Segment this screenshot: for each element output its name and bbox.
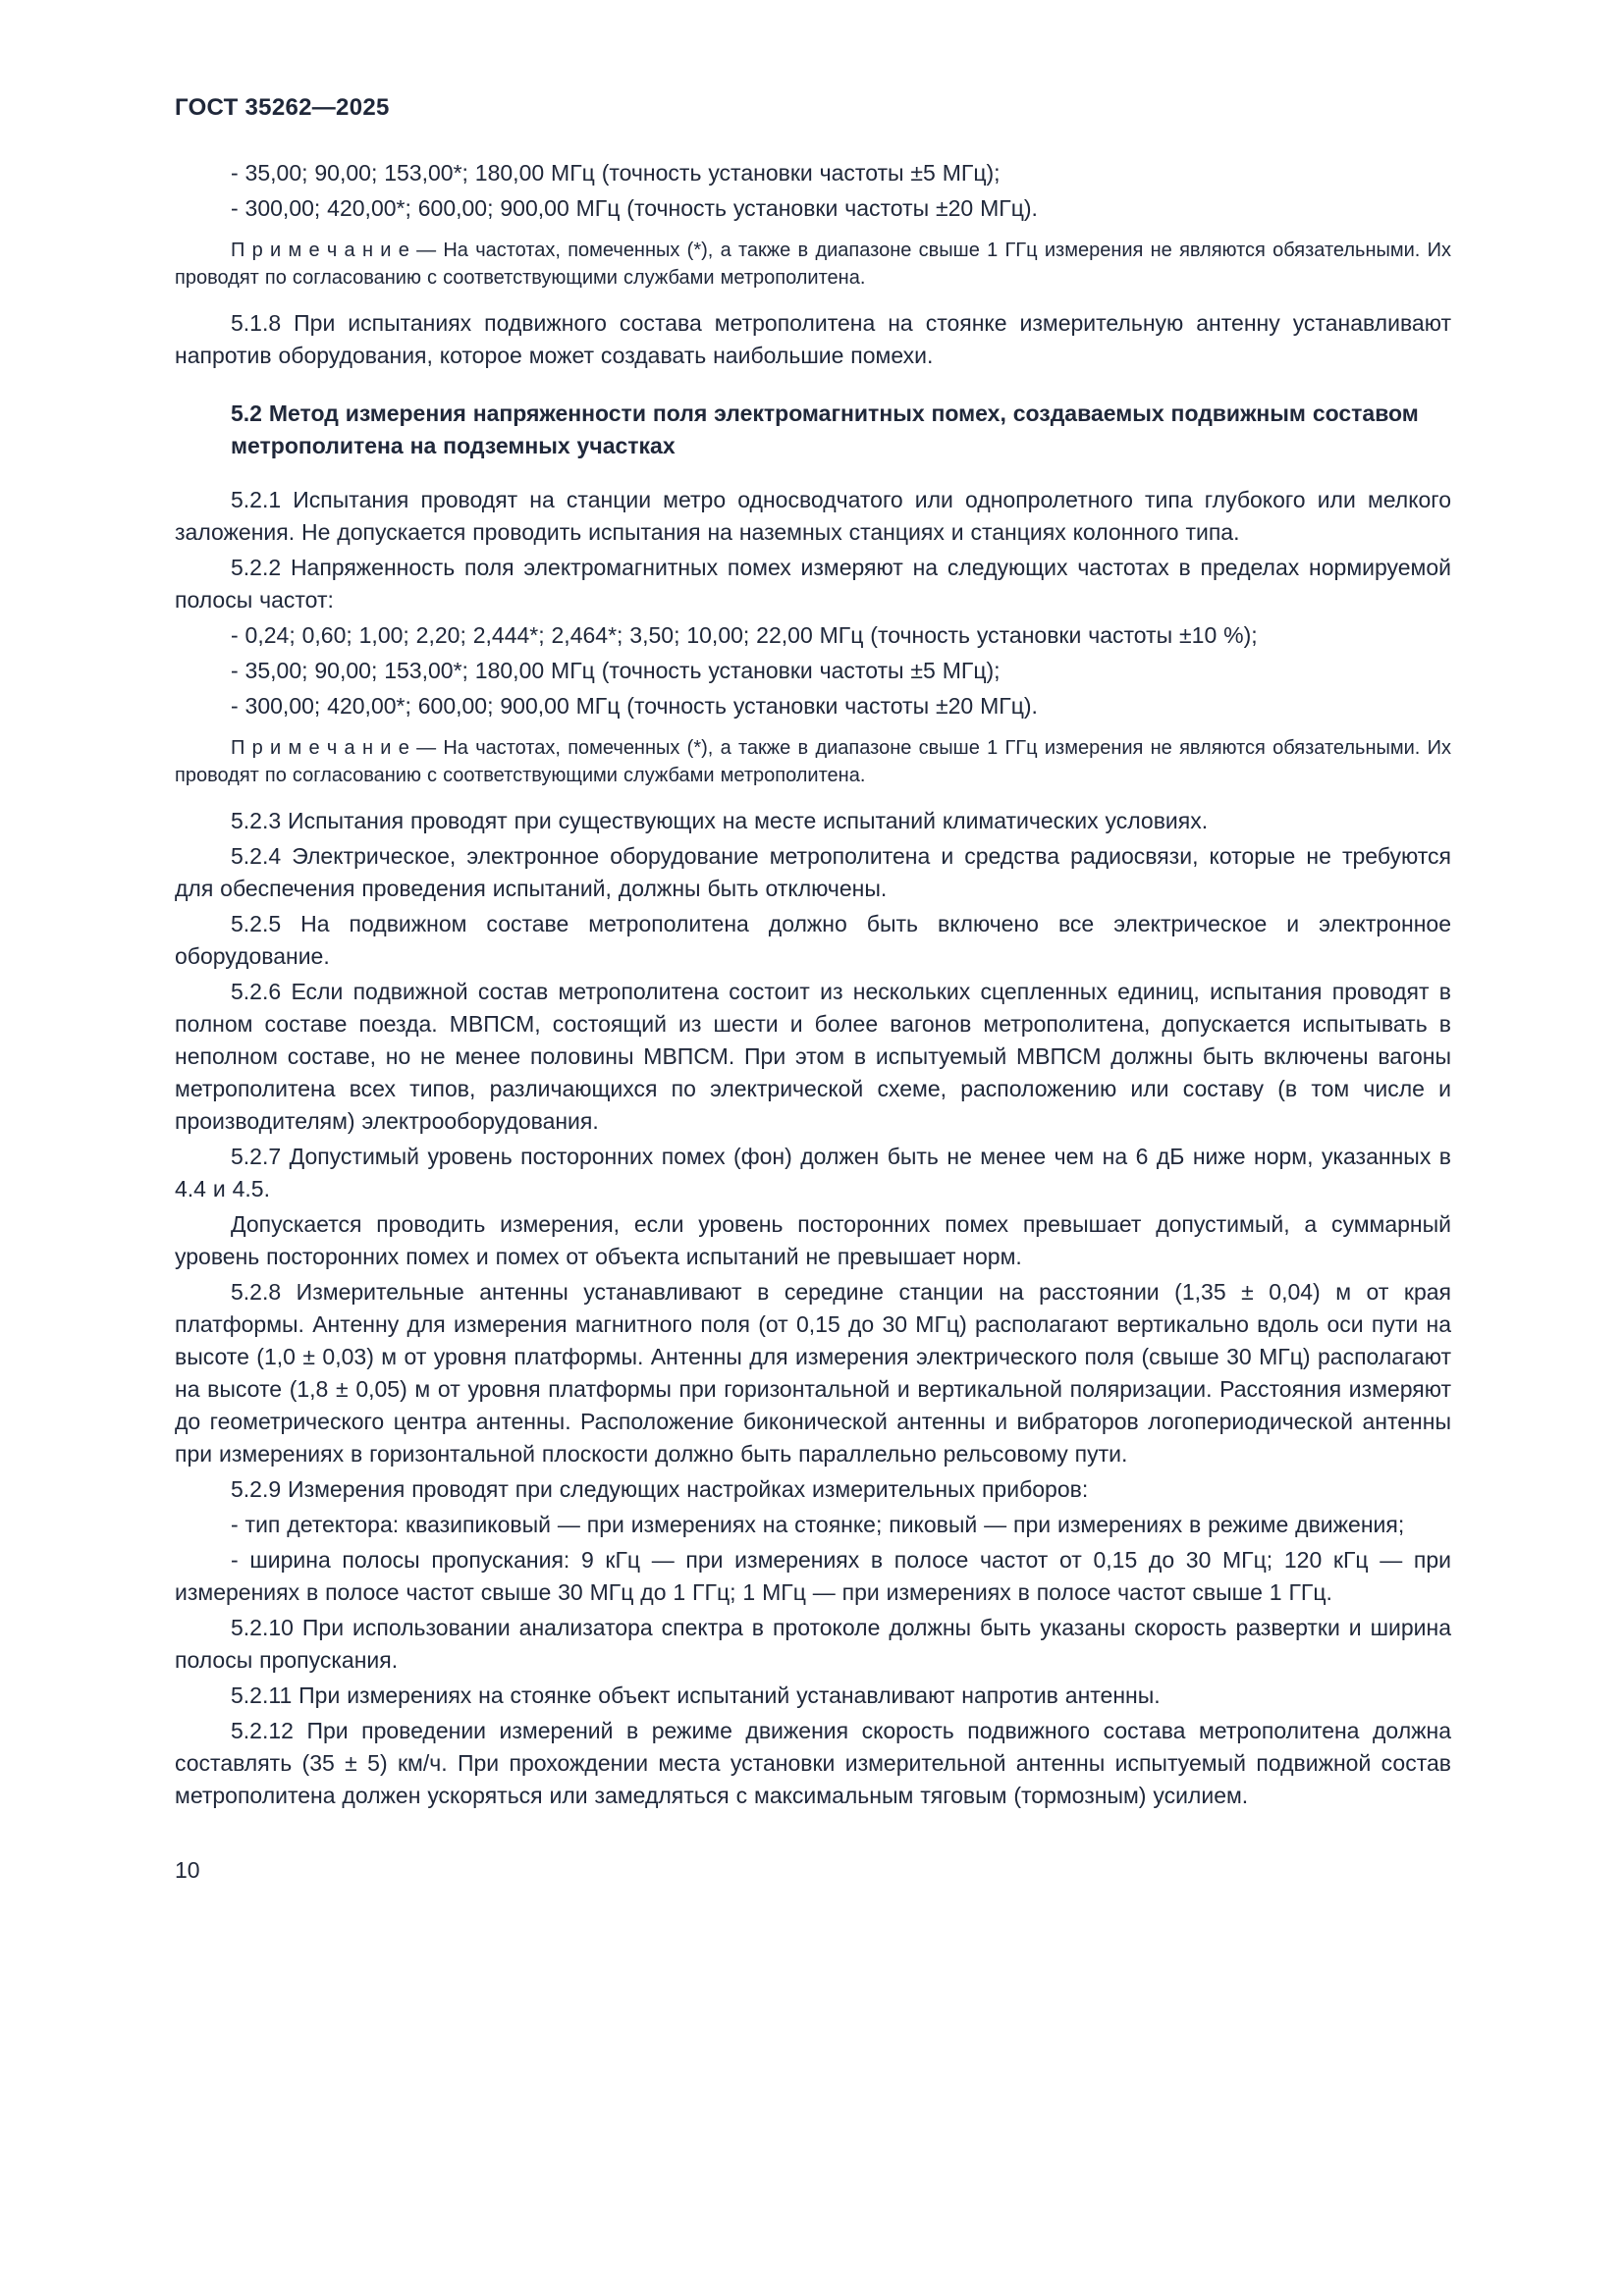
paragraph: 5.2.9 Измерения проводят при следующих настройках измерительных приборов: — [231, 1476, 1089, 1502]
document-body — [175, 157, 1451, 1812]
page-number: 10 — [175, 1857, 200, 1883]
note-paragraph: П р и м е ч а н и е — На частотах, помеченных (*), а также в диапазоне свыше 1 ГГц измерения не являются обязательными. Их проводят по согласованию с соответствующими службами метрополитена. — [175, 737, 1451, 786]
list-item: - 300,00; 420,00*; 600,00; 900,00 МГц (точность установки частоты ±20 МГц). — [231, 195, 1038, 221]
paragraph: Допускается проводить измерения, если уровень посторонних помех превышает допустимый, а суммарный уровень посторонних помех и помех от объекта испытаний не превышает норм. — [175, 1211, 1451, 1269]
list-item: - 35,00; 90,00; 153,00*; 180,00 МГц (точность установки частоты ±5 МГц); — [231, 160, 1001, 186]
paragraph: 5.2.4 Электрическое, электронное оборудование метрополитена и средства радиосвязи, которые не требуются для обеспечения проведения испытаний, должны быть отключены. — [175, 843, 1451, 901]
paragraph: 5.2.2 Напряженность поля электромагнитных помех измеряют на следующих частотах в пределах нормируемой полосы частот: — [175, 555, 1451, 613]
paragraph: 5.2.6 Если подвижной состав метрополитена состоит из нескольких сцепленных единиц, испытания проводят в полном составе поезда. МВПСМ, состоящий из шести и более вагонов метрополитена, допускается испытывать в неполном составе, но не менее половины МВПСМ. При этом в испытуемый МВПСМ должны быть включены вагоны метрополитена всех типов, различающихся по электрической схеме, расположению или составу (в том числе и производителям) электрооборудования. — [175, 979, 1451, 1134]
list-item: - 35,00; 90,00; 153,00*; 180,00 МГц (точность установки частоты ±5 МГц); — [231, 658, 1001, 683]
paragraph: 5.2.3 Испытания проводят при существующих на месте испытаний климатических условиях. — [231, 808, 1209, 833]
section-heading: 5.2 Метод измерения напряженности поля электромагнитных помех, создаваемых подвижным составом метрополитена на подземных участках — [231, 400, 1419, 458]
list-item: - тип детектора: квазипиковый — при измерениях на стоянке; пиковый — при измерениях в режиме движения; — [231, 1512, 1405, 1537]
paragraph: 5.1.8 При испытаниях подвижного состава метрополитена на стоянке измерительную антенну устанавливают напротив оборудования, которое может создавать наибольшие помехи. — [175, 310, 1451, 368]
paragraph: 5.2.8 Измерительные антенны устанавливают в середине станции на расстоянии (1,35 ± 0,04) м от края платформы. Антенну для измерения магнитного поля (от 0,15 до 30 МГц) располагают вертикально вдоль оси пути на высоте (1,0 ± 0,03) м от уровня платформы. Антенны для измерения электрического поля (свыше 30 МГц) располагают на высоте (1,8 ± 0,05) м от уровня платформы при горизонтальной и вертикальной поляризации. Расстояния измеряют до геометрического центра антенны. Расположение биконической антенны и вибраторов логопериодической антенны при измерениях в горизонтальной плоскости должно быть параллельно рельсовому пути. — [175, 1279, 1451, 1467]
list-item: - 300,00; 420,00*; 600,00; 900,00 МГц (точность установки частоты ±20 МГц). — [231, 693, 1038, 719]
paragraph: 5.2.1 Испытания проводят на станции метро односводчатого или однопролетного типа глубокого или мелкого заложения. Не допускается проводить испытания на наземных станциях и станциях колонного типа. — [175, 487, 1451, 545]
paragraph: 5.2.7 Допустимый уровень посторонних помех (фон) должен быть не менее чем на 6 дБ ниже норм, указанных в 4.4 и 4.5. — [175, 1144, 1451, 1201]
list-item: - 0,24; 0,60; 1,00; 2,20; 2,444*; 2,464*; 3,50; 10,00; 22,00 МГц (точность установки частоты ±10 %); — [231, 622, 1258, 648]
list-item: - ширина полосы пропускания: 9 кГц — при измерениях в полосе частот от 0,15 до 30 МГц; 120 кГц — при измерениях в полосе частот свыше 30 МГц до 1 ГГц; 1 МГц — при измерениях в полосе частот свыше 1 ГГц. — [175, 1547, 1451, 1605]
paragraph: 5.2.12 При проведении измерений в режиме движения скорость подвижного состава метрополитена должна составлять (35 ± 5) км/ч. При прохождении места установки измерительной антенны испытуемый подвижной состав метрополитена должен ускоряться или замедляться с максимальным тяговым (тормозным) усилием. — [175, 1718, 1451, 1808]
paragraph: 5.2.11 При измерениях на стоянке объект испытаний устанавливают напротив антенны. — [231, 1682, 1161, 1708]
running-header: ГОСТ 35262—2025 — [175, 94, 390, 121]
paragraph: 5.2.5 На подвижном составе метрополитена должно быть включено все электрическое и электронное оборудование. — [175, 911, 1451, 969]
note-paragraph: П р и м е ч а н и е — На частотах, помеченных (*), а также в диапазоне свыше 1 ГГц измерения не являются обязательными. Их проводят по согласованию с соответствующими службами метрополитена. — [175, 240, 1451, 289]
paragraph: 5.2.10 При использовании анализатора спектра в протоколе должны быть указаны скорость развертки и ширина полосы пропускания. — [175, 1615, 1451, 1673]
